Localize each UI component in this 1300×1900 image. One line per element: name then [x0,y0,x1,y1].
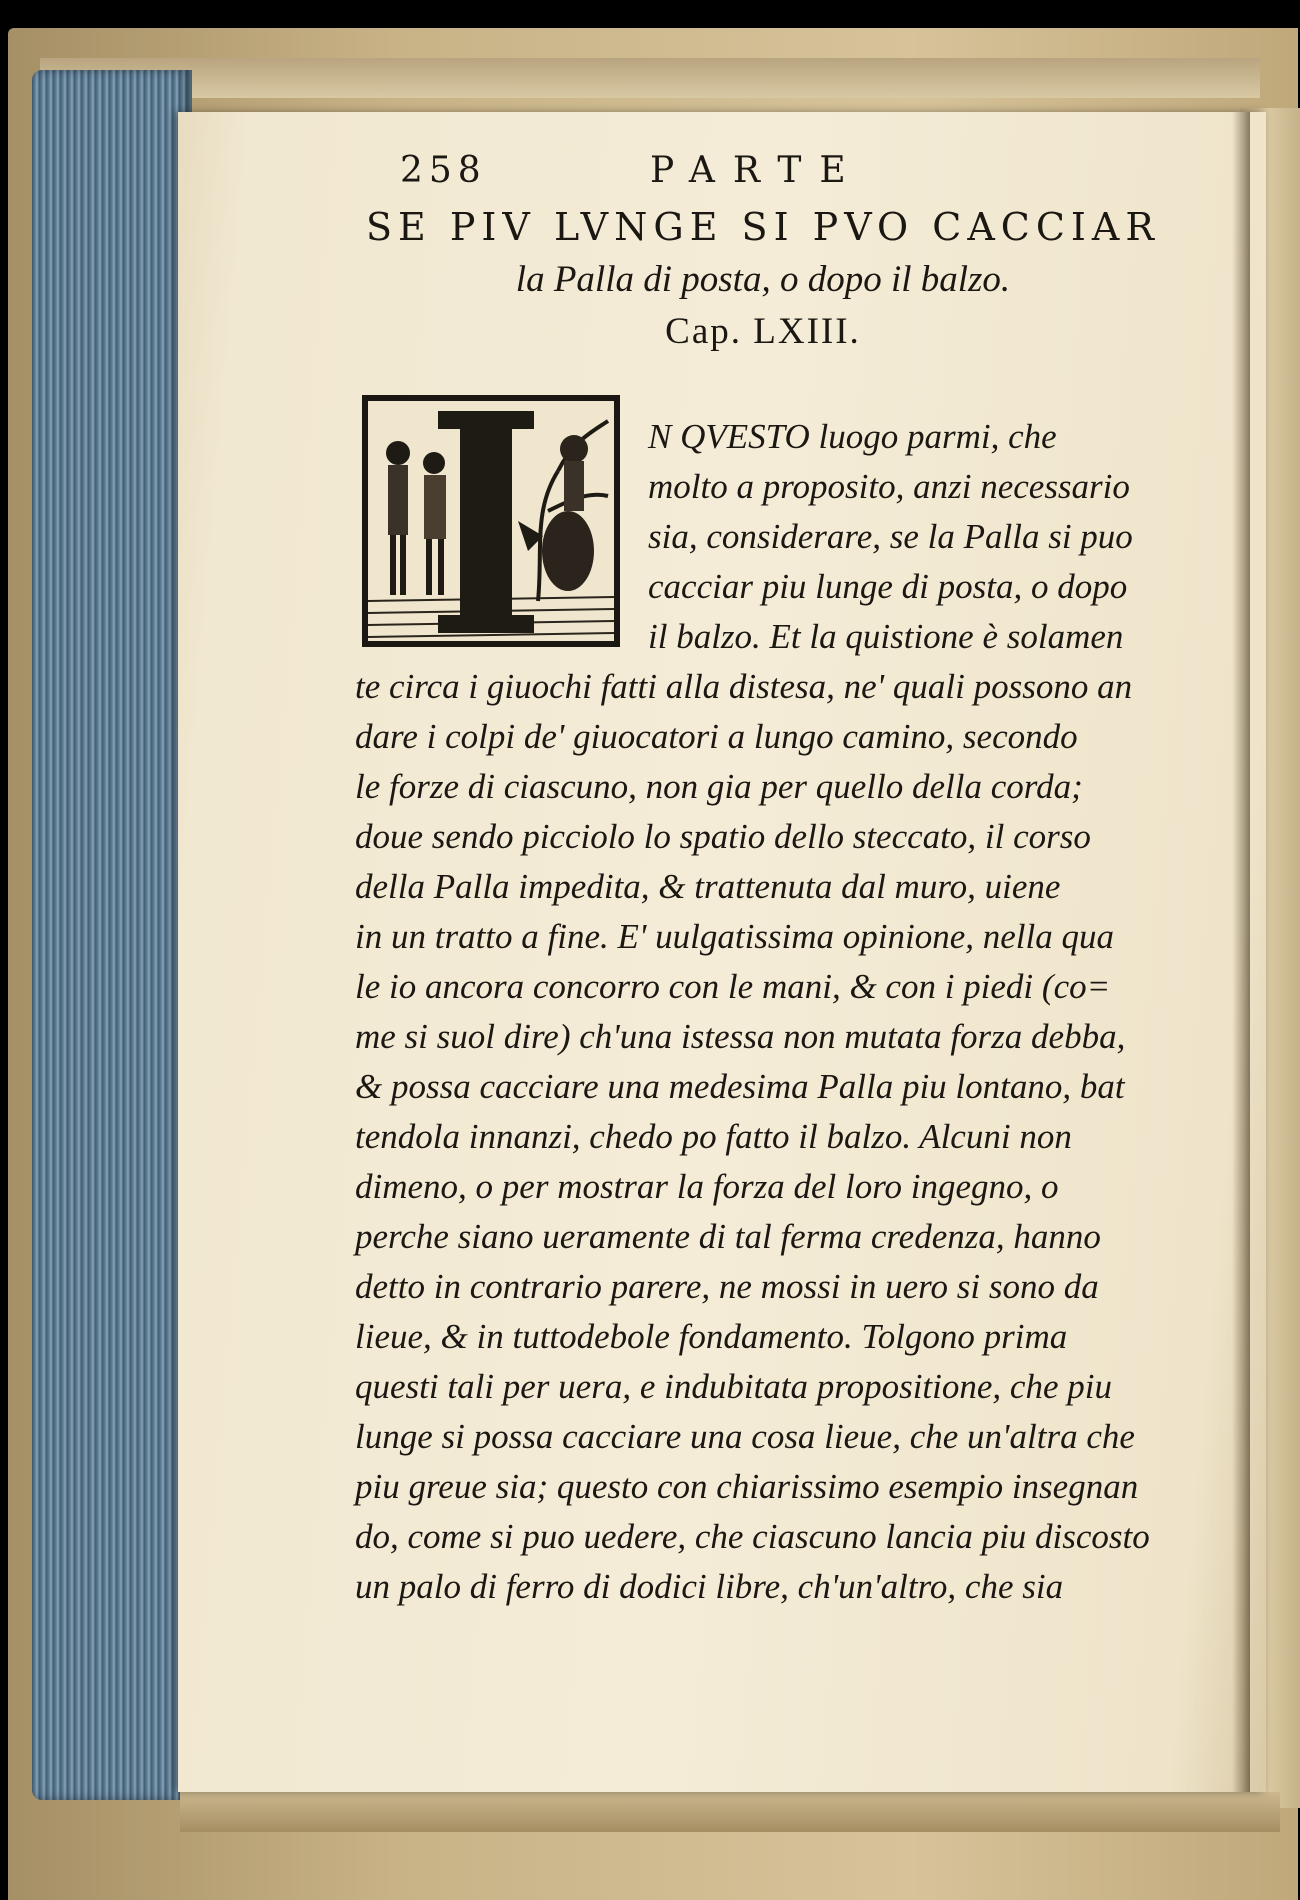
body-line: detto in contrario parere, ne mossi in uero si sono da [355,1267,1099,1306]
body-line: le io ancora concorro con le mani, & con i piedi (co= [355,967,1111,1006]
section-name: PARTE [650,150,864,191]
body-line: doue sendo picciolo lo spatio dello steccato, il corso [355,817,1091,856]
body-line: sia, considerare, se la Palla si puo [648,517,1133,556]
body-line: piu greue sia; questo con chiarissimo esempio insegnan [355,1467,1139,1506]
body-line: in un tratto a fine. E' uulgatissima opinione, nella qua [355,917,1114,956]
body-line: & possa cacciare una medesima Palla piu lontano, bat [355,1067,1125,1106]
body-line: dare i colpi de' giuocatori a lungo camino, secondo [355,717,1078,756]
chapter-subtitle: la Palla di posta, o dopo il balzo. [515,259,1011,300]
body-line: lunge si possa cacciare una cosa lieue, che un'altra che [355,1417,1135,1456]
body-line: molto a proposito, anzi necessario [648,467,1130,506]
body-line: N QVESTO luogo parmi, che [648,417,1057,456]
body-line: me si suol dire) ch'una istessa non mutata forza debba, [355,1017,1126,1056]
body-line: della Palla impedita, & trattenuta dal muro, uiene [355,867,1061,906]
page-number: 258 [400,150,487,191]
body-line: dimeno, o per mostrar la forza del loro ingegno, o [355,1167,1059,1206]
body-line: do, come si puo uedere, che ciascuno lancia piu discosto [355,1517,1150,1556]
body-line: un palo di ferro di dodici libre, ch'un'altro, che sia [355,1567,1064,1606]
chapter-number: Cap. LXIII. [665,311,861,352]
body-line: lieue, & in tuttodebole fondamento. Tolgono prima [355,1317,1068,1356]
body-line: te circa i giuochi fatti alla distesa, ne' quali possono an [355,667,1133,706]
body-line: perche siano ueramente di tal ferma credenza, hanno [355,1217,1101,1256]
body-line: questi tali per uera, e indubitata propositione, che piu [355,1367,1112,1406]
body-line: tendola innanzi, chedo po fatto il balzo. Alcuni non [355,1117,1072,1156]
chapter-title: SE PIV LVNGE SI PVO CACCIAR [366,205,1160,249]
body-line: il balzo. Et la quistione è solamen [648,617,1124,656]
body-line: le forze di ciascuno, non gia per quello della corda; [355,767,1083,806]
body-line: cacciar piu lunge di posta, o dopo [648,567,1128,606]
